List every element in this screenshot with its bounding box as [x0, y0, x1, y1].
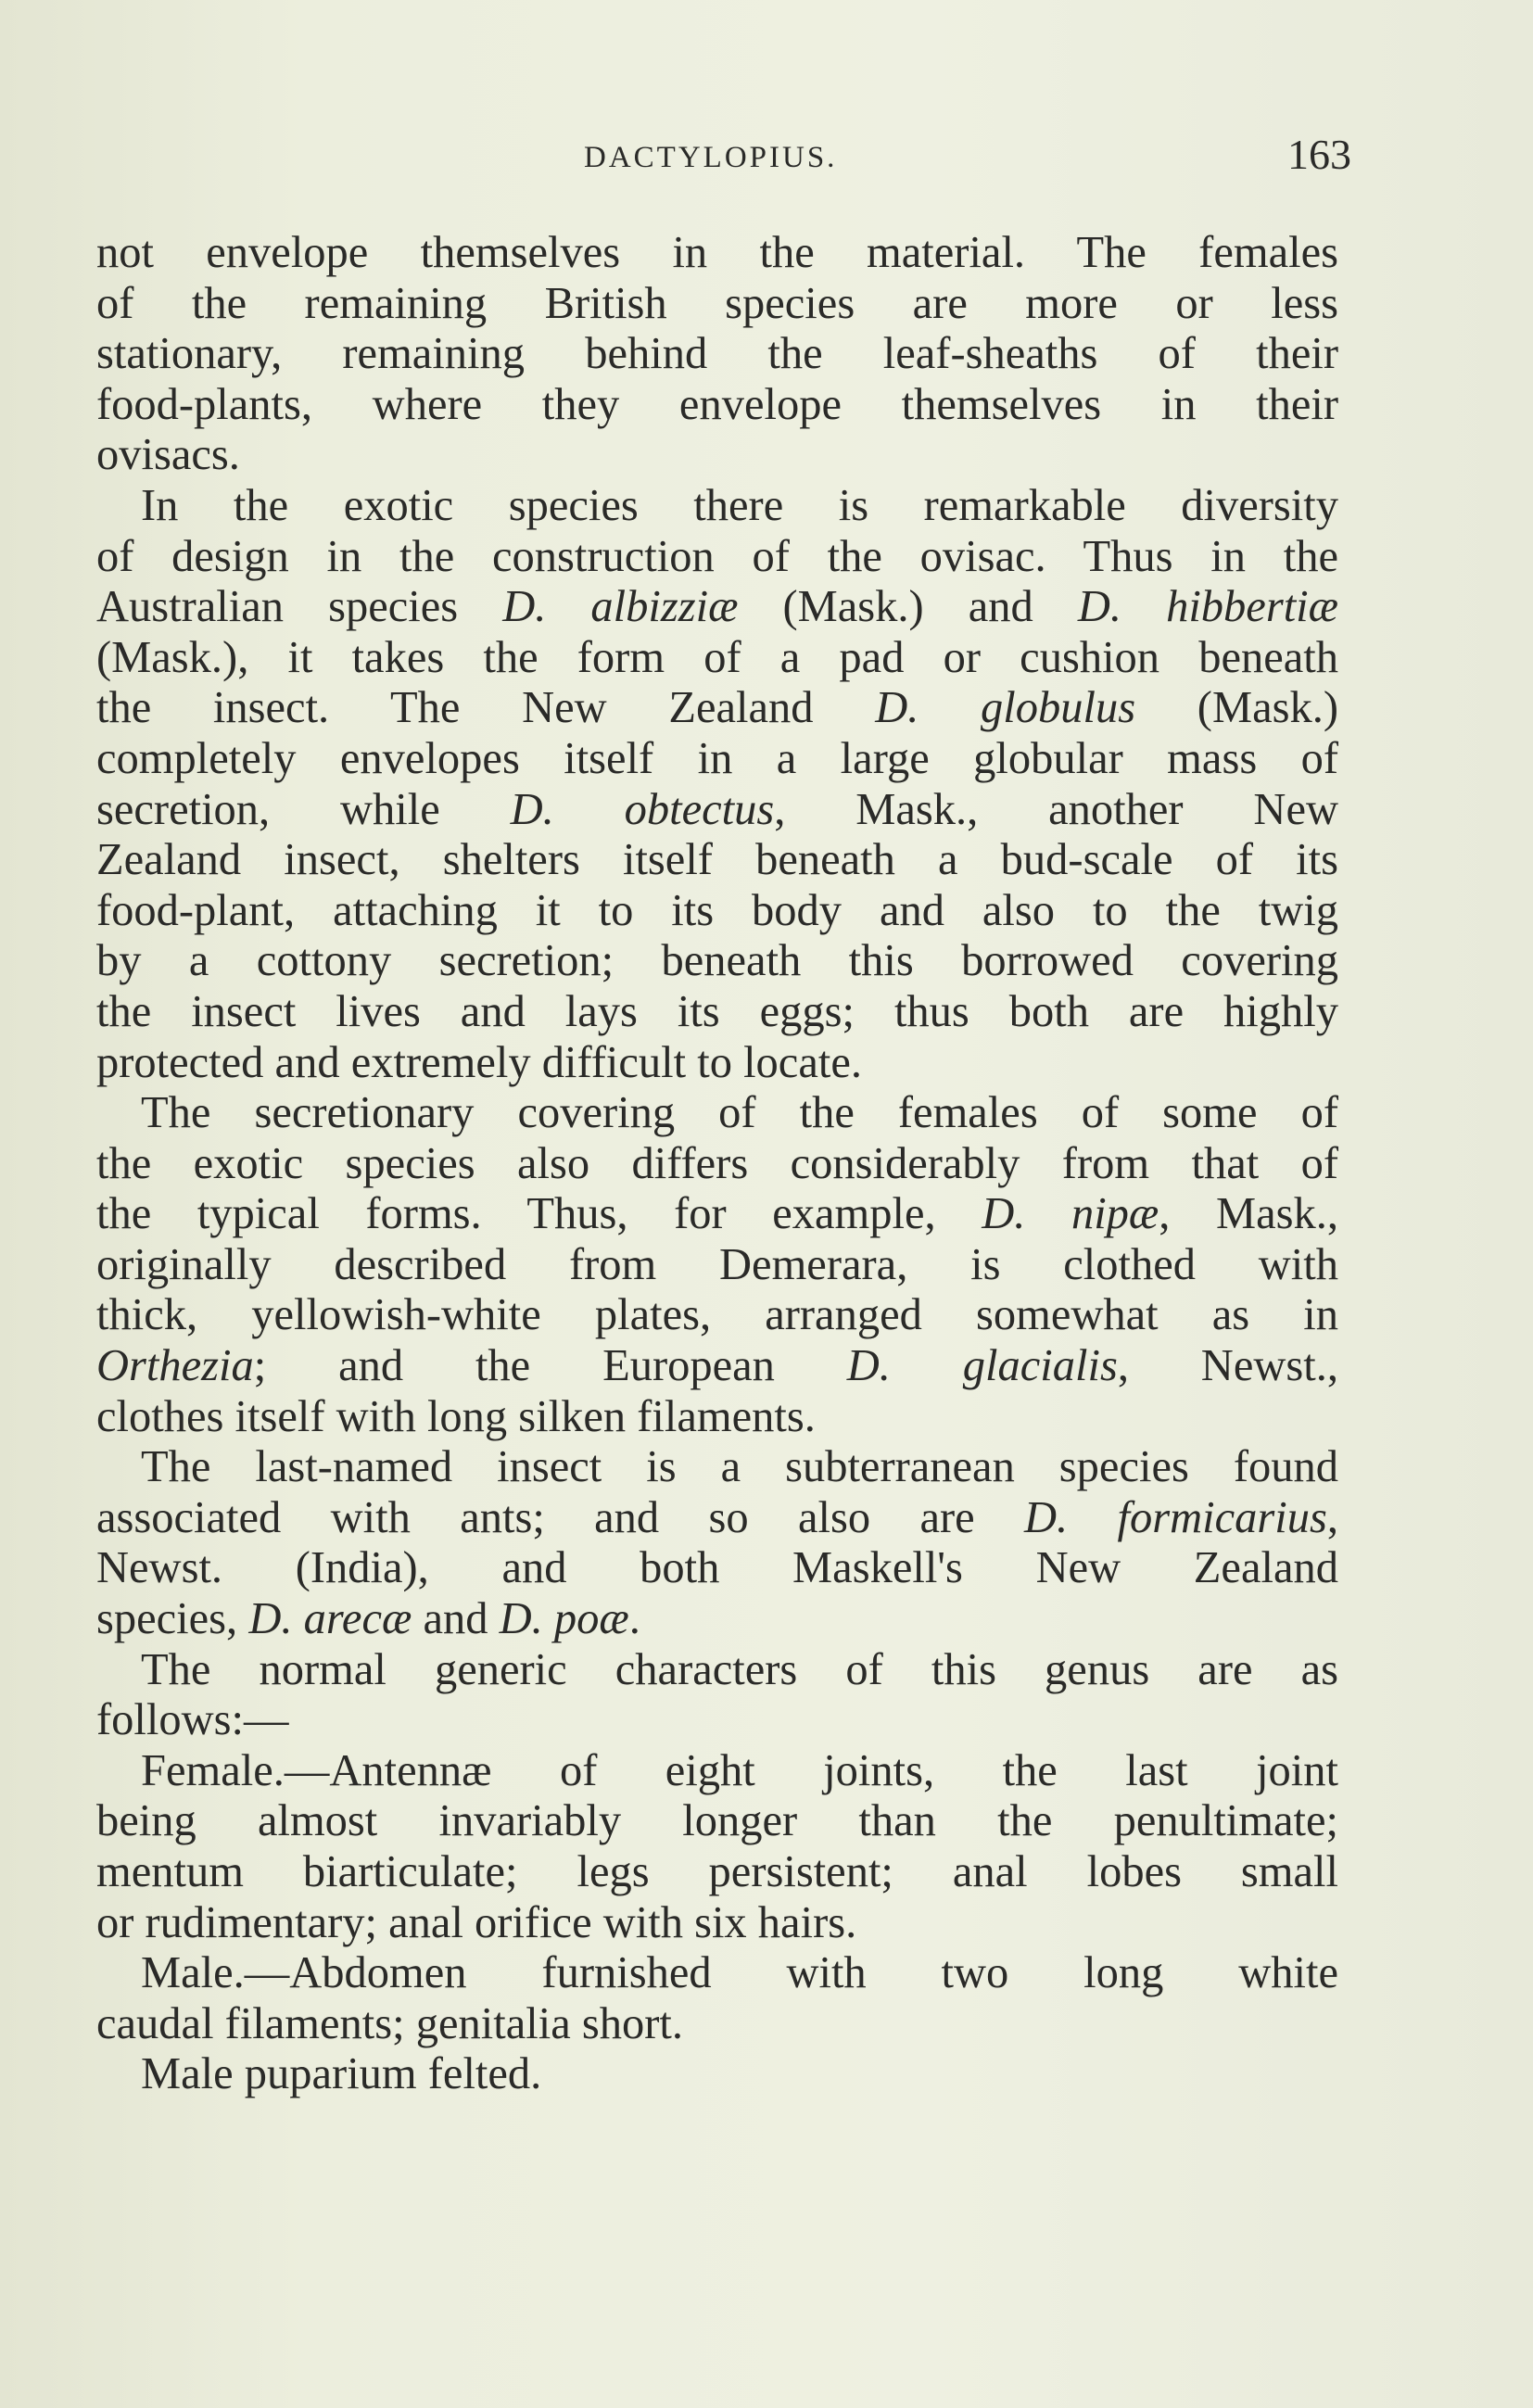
text-line: the exotic species also differs considerably from that of — [96, 1138, 1338, 1188]
paragraph-male-puparium — [96, 2049, 1338, 2100]
paragraph-5 — [96, 1645, 1338, 1746]
text-line: follows:— — [96, 1695, 289, 1745]
text-line: or rudimentary; anal orifice with six hairs. — [96, 1897, 857, 1947]
text-line: Zealand insect, shelters itself beneath a bud-scale of its — [96, 835, 1338, 885]
text-line: Orthezia; and the European D. glacialis, Newst., — [96, 1341, 1338, 1391]
text-line: of the remaining British species are more or less — [96, 278, 1338, 328]
paragraph-3 — [96, 1088, 1338, 1442]
text-line: the insect lives and lays its eggs; thus both are highly — [96, 986, 1338, 1036]
text-line: The last-named insect is a subterranean species found — [141, 1442, 1338, 1492]
text-line: Male.—Abdomen furnished with two long white — [141, 1948, 1338, 1998]
text-line: Female.—Antennæ of eight joints, the last joint — [141, 1745, 1338, 1795]
paragraph-female-characters — [96, 1746, 1338, 1948]
paragraph-4 — [96, 1442, 1338, 1644]
paragraph-1 — [96, 228, 1338, 481]
text-line: species, D. arecæ and D. poæ. — [96, 1594, 640, 1644]
text-line: associated with ants; and so also are D. formicarius, — [96, 1492, 1338, 1542]
text-line: thick, yellowish-white plates, arranged somewhat as in — [96, 1290, 1338, 1340]
text-line: the typical forms. Thus, for example, D. nipæ, Mask., — [96, 1189, 1339, 1239]
text-line: Male puparium felted. — [141, 2049, 542, 2099]
paragraph-2 — [96, 481, 1338, 1088]
text-line: the insect. The New Zealand D. globulus (Mask.) — [96, 683, 1339, 733]
text-line: Australian species D. albizziæ (Mask.) and D. hibbertiæ — [96, 582, 1339, 632]
text-line: food-plant, attaching it to its body and also to the twig — [96, 885, 1338, 935]
text-line: protected and extremely difficult to locate. — [96, 1037, 862, 1087]
text-line: The normal generic characters of this genus are as — [141, 1644, 1338, 1694]
text-line: being almost invariably longer than the penultimate; — [96, 1796, 1338, 1846]
body-text — [96, 228, 1338, 2100]
text-line: by a cottony secretion; beneath this borrowed covering — [96, 936, 1338, 986]
text-line: stationary, remaining behind the leaf-sheaths of their — [96, 329, 1338, 379]
text-line: In the exotic species there is remarkable diversity — [141, 480, 1338, 530]
text-line: Newst. (India), and both Maskell's New Zealand — [96, 1543, 1338, 1593]
text-line: food-plants, where they envelope themselves in their — [96, 379, 1338, 429]
text-line: completely envelopes itself in a large globular mass of — [96, 733, 1338, 783]
text-line: The secretionary covering of the females of some of — [141, 1088, 1338, 1138]
text-line: clothes itself with long silken filaments. — [96, 1391, 816, 1441]
running-head — [100, 130, 1351, 185]
text-line: (Mask.), it takes the form of a pad or cushion beneath — [96, 632, 1338, 682]
running-title: DACTYLOPIUS. — [584, 141, 838, 174]
paragraph-male-characters — [96, 1948, 1338, 2049]
text-line: ovisacs. — [96, 430, 240, 480]
text-line: of design in the construction of the ovisac. Thus in the — [96, 531, 1338, 581]
text-line: originally described from Demerara, is clothed with — [96, 1239, 1338, 1289]
text-line: secretion, while D. obtectus, Mask., another New — [96, 784, 1339, 834]
text-line: not envelope themselves in the material. The females — [96, 228, 1338, 277]
page-number: 163 — [1287, 131, 1351, 178]
text-line: mentum biarticulate; legs persistent; anal lobes small — [96, 1847, 1338, 1896]
text-line: caudal filaments; genitalia short. — [96, 1998, 683, 2048]
